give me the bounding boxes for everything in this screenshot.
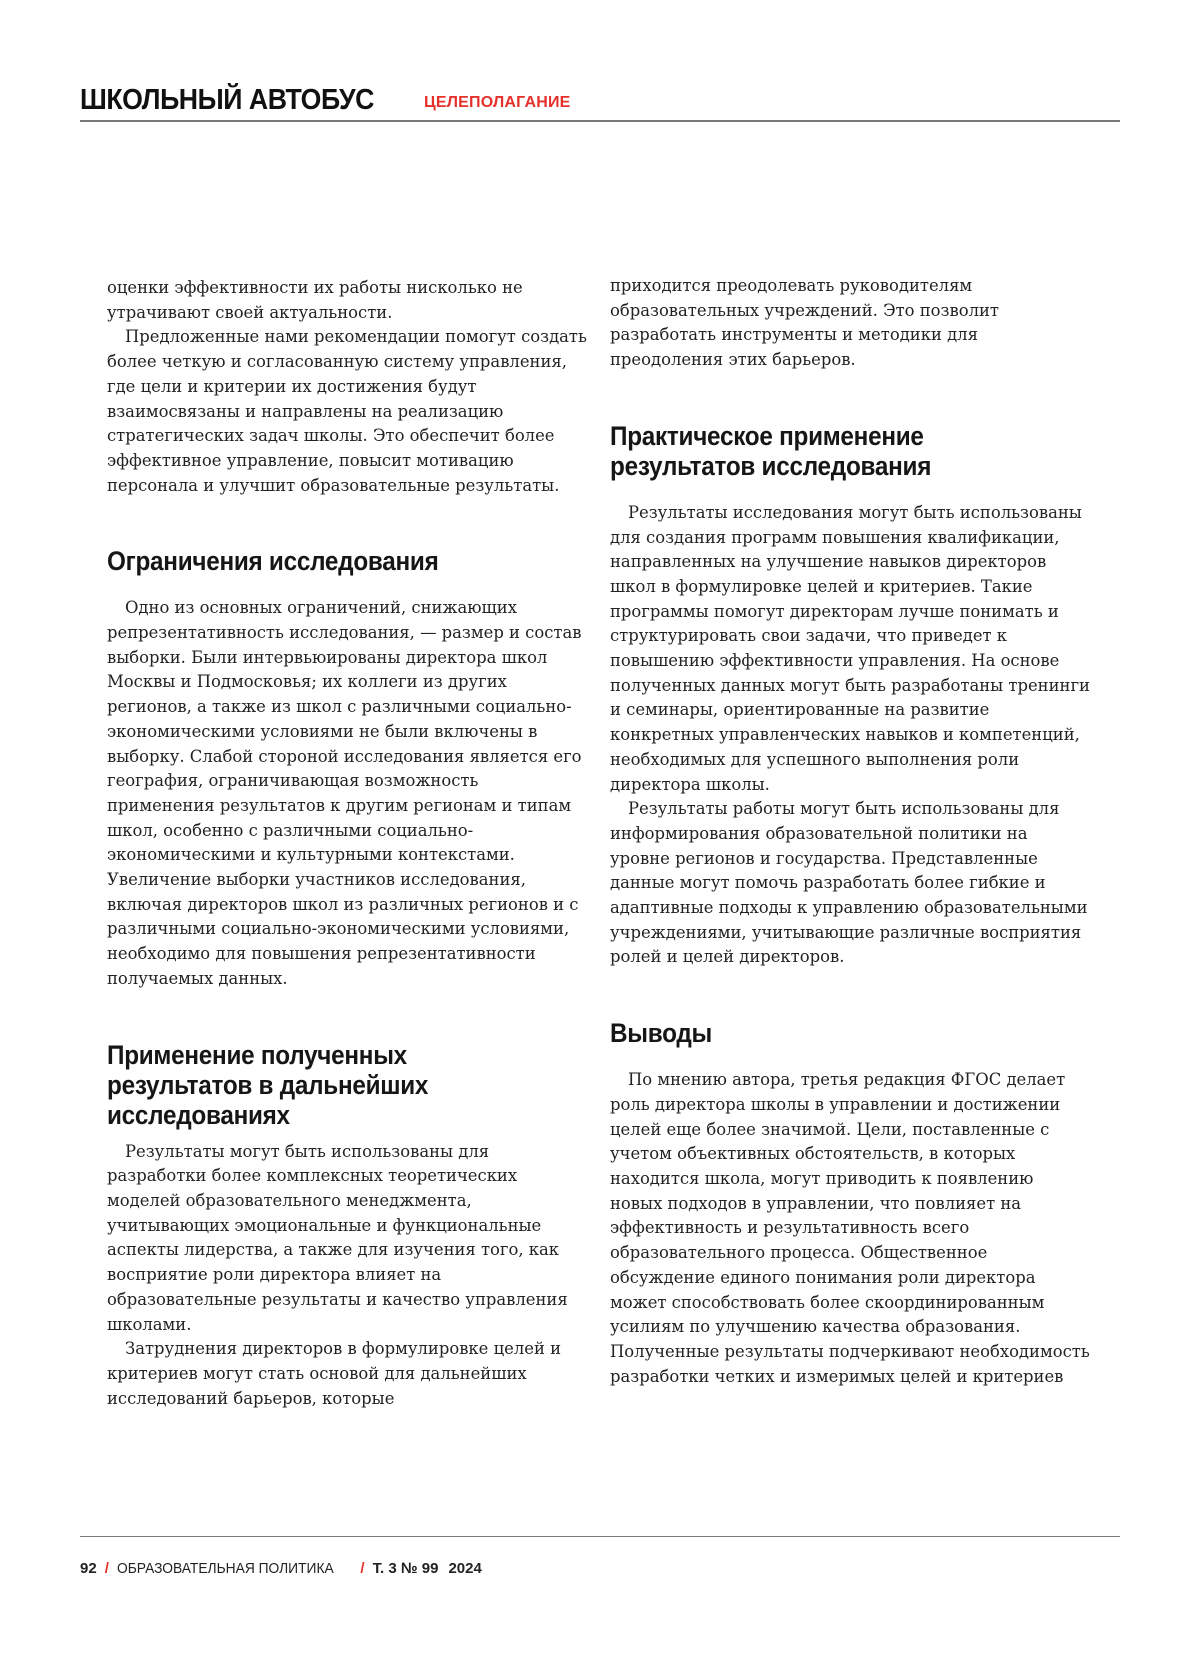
year: 2024	[448, 1560, 481, 1577]
page-number: 92	[80, 1560, 97, 1577]
paragraph: По мнению автора, третья редакция ФГОС делает роль директора школы в управлении и достижении целей еще более значимой. Цели, поставленные с учетом объективных обстоятельств, в которых находится школа, могут приводить к появлению новых подходов в управлении, что повлияет на эффективность и результативность всего образовательного процесса. Общественное обсуждение единого понимания роли директора может способствовать более скоординированным усилиям по улучшению качества образования. Полученные результаты подчеркивают необходимость разработки четких и измеримых целей и критериев	[610, 1068, 1090, 1389]
slash-separator: /	[105, 1560, 109, 1577]
heading-line: результатов исследования	[610, 451, 931, 481]
volume-issue: Т. 3 № 99	[373, 1560, 439, 1577]
journal-title: ОБРАЗОВАТЕЛЬНАЯ ПОЛИТИКА	[117, 1560, 334, 1577]
left-column	[107, 276, 587, 1411]
running-header	[80, 84, 1120, 122]
heading-line: исследованиях	[107, 1100, 290, 1130]
section-heading-conclusions: Выводы	[610, 1018, 1042, 1048]
rubric-label: ЦЕЛЕПОЛАГАНИЕ	[424, 94, 571, 112]
slash-separator: /	[360, 1560, 364, 1577]
section-heading-limitations: Ограничения исследования	[107, 546, 539, 576]
section-heading-further-research	[107, 1040, 539, 1130]
paragraph: Затруднения директоров в формулировке целей и критериев могут стать основой для дальнейших исследований барьеров, которые	[107, 1337, 587, 1411]
heading-line: результатов в дальнейших	[107, 1070, 428, 1100]
paragraph: приходится преодолевать руководителям образовательных учреждений. Это позволит разработать инструменты и методики для преодоления этих барьеров.	[610, 274, 1090, 373]
section-heading-practice	[610, 421, 1042, 481]
heading-line: Практическое применение	[610, 421, 924, 451]
paragraph: Результаты исследования могут быть использованы для создания программ повышения квалификации, направленных на улучшение навыков директоров школ в формулировке целей и критериев. Такие программы помогут директорам лучше понимать и структурировать свои задачи, что приведет к повышению эффективности управления. На основе полученных данных могут быть разработаны тренинги и семинары, ориентированные на развитие конкретных управленческих навыков и компетенций, необходимых для успешного выполнения роли директора школы.	[610, 501, 1090, 797]
paragraph: Результаты могут быть использованы для разработки более комплексных теоретических моделей образовательного менеджмента, учитывающих эмоциональные и функциональные аспекты лидерства, а также для изучения того, как восприятие роли директора влияет на образовательные результаты и качество управления школами.	[107, 1140, 587, 1338]
footer-divider	[80, 1536, 1120, 1537]
heading-line: Применение полученных	[107, 1040, 407, 1070]
right-column	[610, 274, 1090, 1389]
paragraph: Одно из основных ограничений, снижающих репрезентативность исследования, — размер и состав выборки. Были интервьюированы директора школ Москвы и Подмосковья; их коллеги из других регионов, а также из школ с различными социально-экономическими условиями не были включены в выборку. Слабой стороной исследования является его география, ограничивающая возможность применения результатов к другим регионам и типам школ, особенно с различными социально-экономическими и культурными контекстами. Увеличение выборки участников исследования, включая директоров школ из различных регионов и с различными социально-экономическими условиями, необходимо для повышения репрезентативности получаемых данных.	[107, 596, 587, 991]
running-footer	[80, 1560, 482, 1577]
paragraph: оценки эффективности их работы нисколько не утрачивают своей актуальности.	[107, 276, 587, 325]
paragraph: Результаты работы могут быть использованы для информирования образовательной политики на уровне регионов и государства. Представленные данные могут помочь разработать более гибкие и адаптивные подходы к управлению образовательными учреждениями, учитывающие различные восприятия ролей и целей директоров.	[610, 797, 1090, 970]
series-title: ШКОЛЬНЫЙ АВТОБУС	[80, 84, 374, 117]
paragraph: Предложенные нами рекомендации помогут создать более четкую и согласованную систему управления, где цели и критерии их достижения будут взаимосвязаны и направлены на реализацию стратегических задач школы. Это обеспечит более эффективное управление, повысит мотивацию персонала и улучшит образовательные результаты.	[107, 325, 587, 498]
